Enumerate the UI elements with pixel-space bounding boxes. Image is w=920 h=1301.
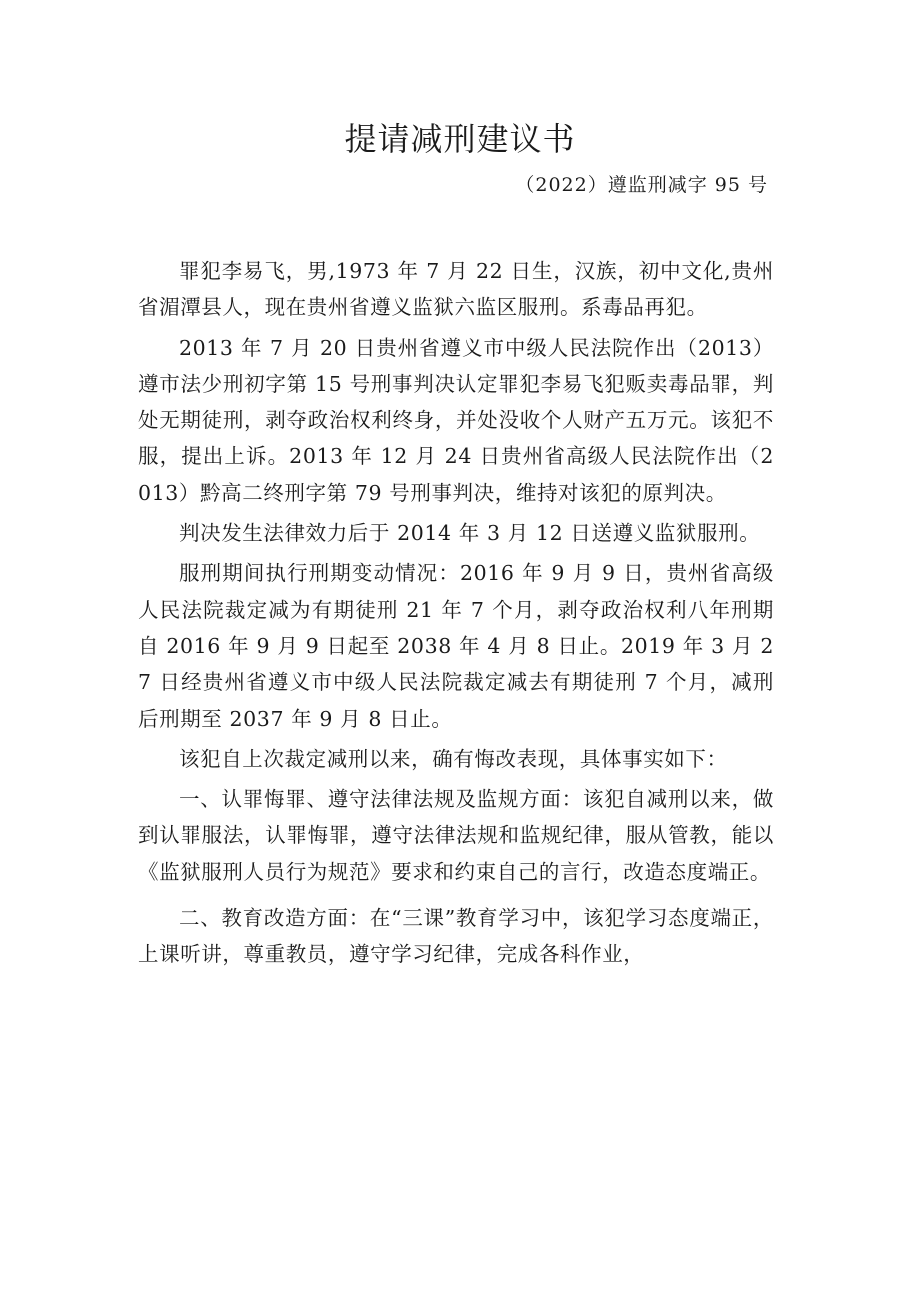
paragraph-section-two: 二、教育改造方面：在“三课”教育学习中，该犯学习态度端正，上课听讲，尊重教员，遵守学习纪律，完成各科作业， [138,906,774,967]
paragraph-section-one: 一、认罪悔罪、遵守法律法规及监规方面：该犯自减刑以来，做到认罪服法，认罪悔罪，遵守法律法规和监规纪律，服从管教，能以《监狱服刑人员行为规范》要求和约束自己的言行，改造态度端正。 [138,787,774,884]
document-body [138,253,774,977]
paragraph-facts-intro: 该犯自上次裁定减刑以来，确有悔改表现，具体事实如下： [179,746,728,771]
paragraph-criminal-info: 罪犯李易飞，男,1973 年 7 月 22 日生，汉族，初中文化,贵州省湄潭县人，现在贵州省遵义监狱六监区服刑。系毒品再犯。 [138,259,774,320]
document-number: （2022）遵监刑减字 95 号 [515,174,768,196]
document-title: 提请减刑建议书 [344,120,576,158]
paragraph-original-judgment: 2013 年 7 月 20 日贵州省遵义市中级人民法院作出（2013）遵市法少刑初字第 15 号刑事判决认定罪犯李易飞犯贩卖毒品罪，判处无期徒刑，剥夺政治权利终身，并处没收个人财产五万元。该犯不服，提出上诉。2013 年 12 月 24 日贵州省高级人民法院作出（2013）黔高二终刑字第 79 号刑事判决，维持对该犯的原判决。 [138,335,774,505]
paragraph-sentence-changes: 服刑期间执行刑期变动情况：2016 年 9 月 9 日，贵州省高级人民法院裁定减为有期徒刑 21 年 7 个月，剥夺政治权利八年刑期自 2016 年 9 月 9 日起至 2038 年 4 月 8 日止。2019 年 3 月 27 日经贵州省遵义市中级人民法院裁定减去有期徒刑 7 个月，减刑后刑期至 2037 年 9 月 8 日止。 [138,561,774,731]
paragraph-sent-to-prison: 判决发生法律效力后于 2014 年 3 月 12 日送遵义监狱服刑。 [179,521,761,546]
